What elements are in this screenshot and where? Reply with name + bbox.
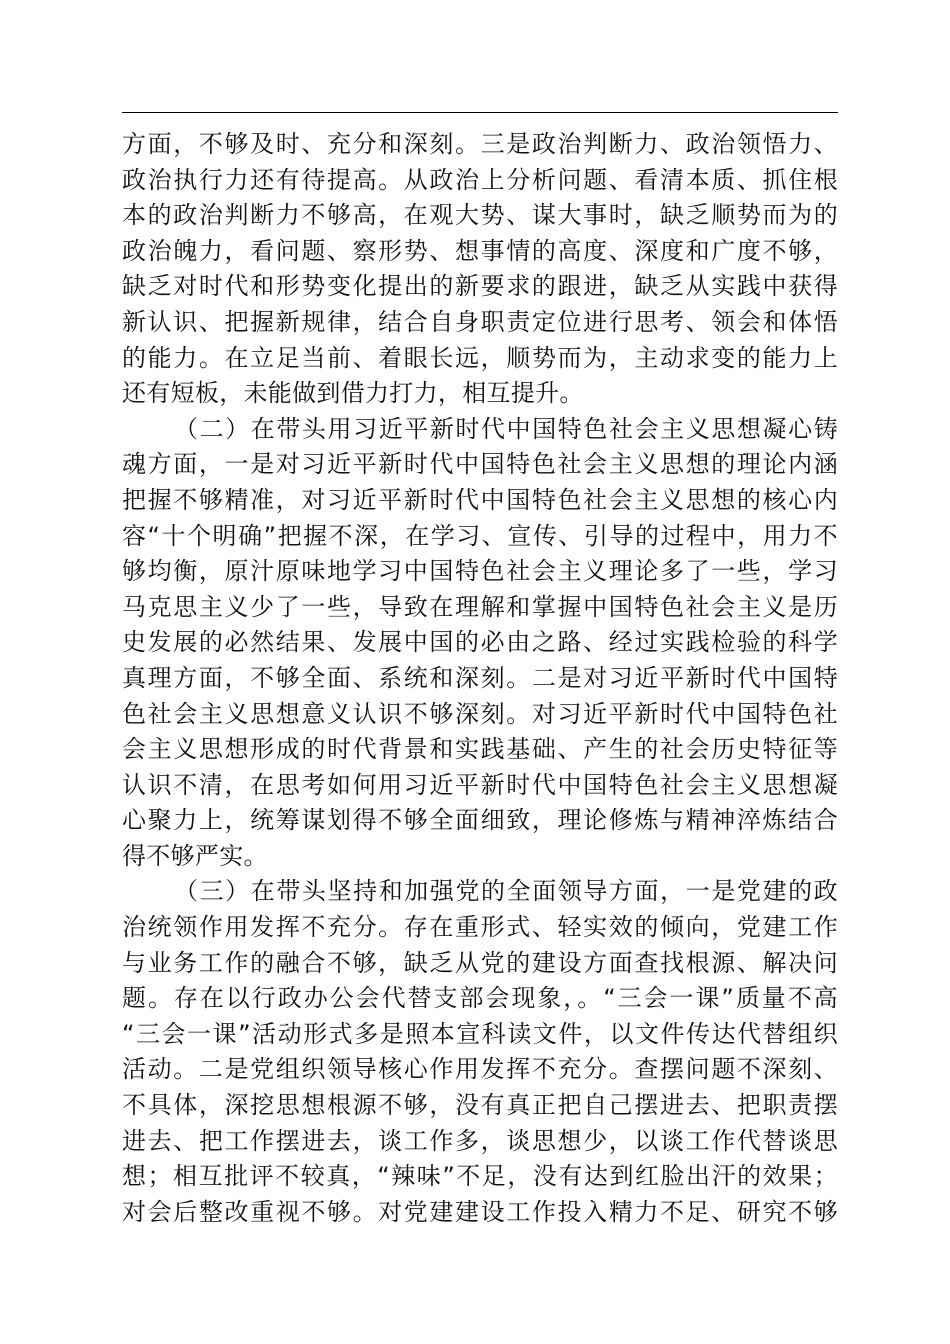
text-line: 方面，不够及时、充分和深刻。三是政治判断力、政治领悟力、 [122,130,838,158]
text-line: 得不够严实。 [122,841,268,870]
text-line: 题。存在以行政办公会代替支部会现象，。“三会一课”质量不高 [122,984,838,1013]
text-line: 真理方面，不够全面、系统和深刻。二是对习近平新时代中国特 [122,663,838,692]
text-line: 进去、把工作摆进去，谈工作多，谈思想少，以谈工作代替谈思 [122,1126,838,1155]
header-rule [122,112,838,113]
text-line: 活动。二是党组织领导核心作用发挥不充分。查摆问题不深刻、 [122,1055,838,1084]
text-line: 把握不够精准，对习近平新时代中国特色社会主义思想的核心内 [122,485,838,514]
text-line: 缺乏对时代和形势变化提出的新要求的跟进，缺乏从实践中获得 [122,272,838,301]
text-line: “三会一课”活动形式多是照本宣科读文件，以文件传达代替组织 [122,1019,838,1048]
text-line: 政治魄力，看问题、察形势、想事情的高度、深度和广度不够， [122,236,838,265]
text-line: 魂方面，一是对习近平新时代中国特色社会主义思想的理论内涵 [122,450,838,479]
text-line: 认识不清，在思考如何用习近平新时代中国特色社会主义思想凝 [122,770,838,799]
text-line: 还有短板，未能做到借力打力，相互提升。 [122,379,584,408]
text-line: 够均衡，原汁原味地学习中国特色社会主义理论多了一些，学习 [122,557,838,586]
text-line: 政治执行力还有待提高。从政治上分析问题、看清本质、抓住根 [122,165,838,194]
text-line: （二）在带头用习近平新时代中国特色社会主义思想凝心铸 [174,414,838,443]
text-line: 与业务工作的融合不够，缺乏从党的建设方面查找根源、解决问 [122,948,838,977]
text-line: 心聚力上，统筹谋划得不够全面细致，理论修炼与精神淬炼结合 [122,806,838,835]
text-line: 想；相互批评不较真，“辣味”不足，没有达到红脸出汗的效果； [122,1162,838,1191]
text-line: 新认识、把握新规律，结合自身职责定位进行思考、领会和体悟 [122,307,838,336]
text-line: （三）在带头坚持和加强党的全面领导方面，一是党建的政 [174,877,838,906]
text-line: 本的政治判断力不够高，在观大势、谋大事时，缺乏顺势而为的 [122,201,838,230]
text-line: 马克思主义少了一些，导致在理解和掌握中国特色社会主义是历 [122,592,838,621]
text-line: 治统领作用发挥不充分。存在重形式、轻实效的倾向，党建工作 [122,913,838,942]
text-line: 史发展的必然结果、发展中国的必由之路、经过实践检验的科学 [122,628,838,657]
text-line: 不具体，深挖思想根源不够，没有真正把自己摆进去、把职责摆 [122,1091,838,1120]
document-body [122,127,838,1230]
text-line: 容“十个明确”把握不深，在学习、宣传、引导的过程中，用力不 [122,521,838,550]
text-line: 对会后整改重视不够。对党建建设工作投入精力不足、研究不够 [122,1197,838,1226]
text-line: 的能力。在立足当前、着眼长远，顺势而为，主动求变的能力上 [122,343,838,372]
text-line: 会主义思想形成的时代背景和实践基础、产生的社会历史特征等 [122,735,838,764]
text-line: 色社会主义思想意义认识不够深刻。对习近平新时代中国特色社 [122,699,838,728]
